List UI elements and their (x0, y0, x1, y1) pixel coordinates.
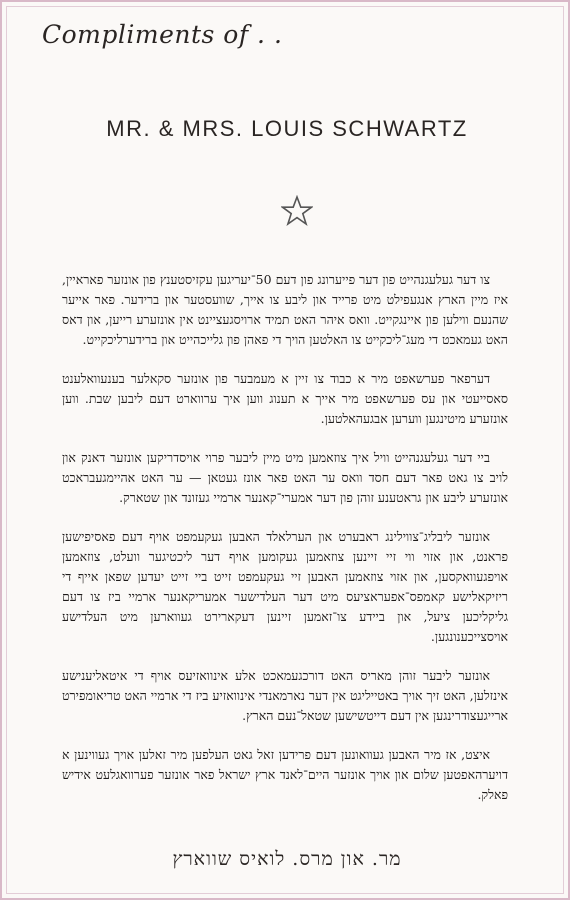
star-outline-icon (281, 195, 313, 227)
message-paragraph: אונזער ליבליג־צווילינג ראבערט און הערלאלד האבען געקעמפט אויף דעם פאסיפישען פראנט, און אזוי ווי זיי זיינען צוזאמען געקומען אויף דער ליכטיגער וועלט, צוזאמען אויפגעוואקסען, און אזוי צוזאמען האבען זיי געקעמפט זייט ביי זייט יעדען שפאן אייף די ריזיקאלישע קאמפס־אפעראציעס מיט דער העלדישער אמעריקאנער ארמיי ביז צו דעם גליקליכען ציעל, און ביידע צו־זאמען זיינען דעקארירט געווארען מיט העלדישע אויסצייכענונגען. (62, 529, 508, 644)
message-paragraph: איצט, אז מיר האבען געוואונען דעם פרידען זאל גאט העלפען מיר זאלען אויך געווינען א דויערהאפטען שלום און אויך אונזער היים־לאנד ארץ ישראל פאר אונזער פערוואגלעט אידיש פאלק. (62, 747, 508, 802)
message-paragraph: דערפאר פערשאפט מיר א כבוד צו זיין א מעמבער פון אונזער סקאלער בענעוואלענט סאסייעטי און עס פערשאפט מיר אייך א תענוג ווען איך ערווארט דעם ליבען שבת. ווען אונזערע מיטינגען ווערען אבגעהאלטען. (62, 371, 508, 426)
message-paragraph: ביי דער געלעגנהייט וויל איך צוזאמען מיט מיין ליבער פרוי אויסדריקען אונזער דאנק און לויב צו גאט פאר דעם חסד וואס ער האט פאר אונז געטאן — ער האט אהיימגעבראכט אונזערע ליבע און גראטענע זוהן פון דער אמערי־קאנער ארמיי געזונד און שטארק. (62, 450, 508, 505)
honoree-name: MR. & MRS. LOUIS SCHWARTZ (106, 116, 468, 141)
message-body (62, 270, 508, 824)
message-paragraph: צו דער געלעגנהייט פון דער פייערונג פון דעם 50־יעריגען עקזיסטענץ פון אונזער פאראיין, איז מיין הארץ אנגעפילט מיט פרייד און ליבע צו אייך, שוועסטער און ברידער. פאר אייער שהנעם ווילען פון איינגקייט. וואס איהר האט תמיד ארויסגעציינט אין אונזערע רייען, און דאס האט געמאכט די מעג־ליכקייט צו האלטען הויך די פאהן פון גלייכהייט און ברידערליכקייט. (62, 272, 508, 347)
compliments-heading: Compliments of . . (42, 20, 283, 49)
message-paragraph: אונזער ליבער זוהן מאריס האט דורכגעמאכט אלע אינוואזיעס אויף די איטאליענישע אינזלען, האט זיך אויך באטייליגט אין דער נארמאנדי אינוואזיע ביז די ארמיי האט טריאומפירט ארייגעצודרינגען אין דעם דייטשישען שטאל־נעם הארץ. (61, 668, 508, 723)
signature-line: מר. און מרס. לואיס שווארץ (172, 848, 402, 870)
